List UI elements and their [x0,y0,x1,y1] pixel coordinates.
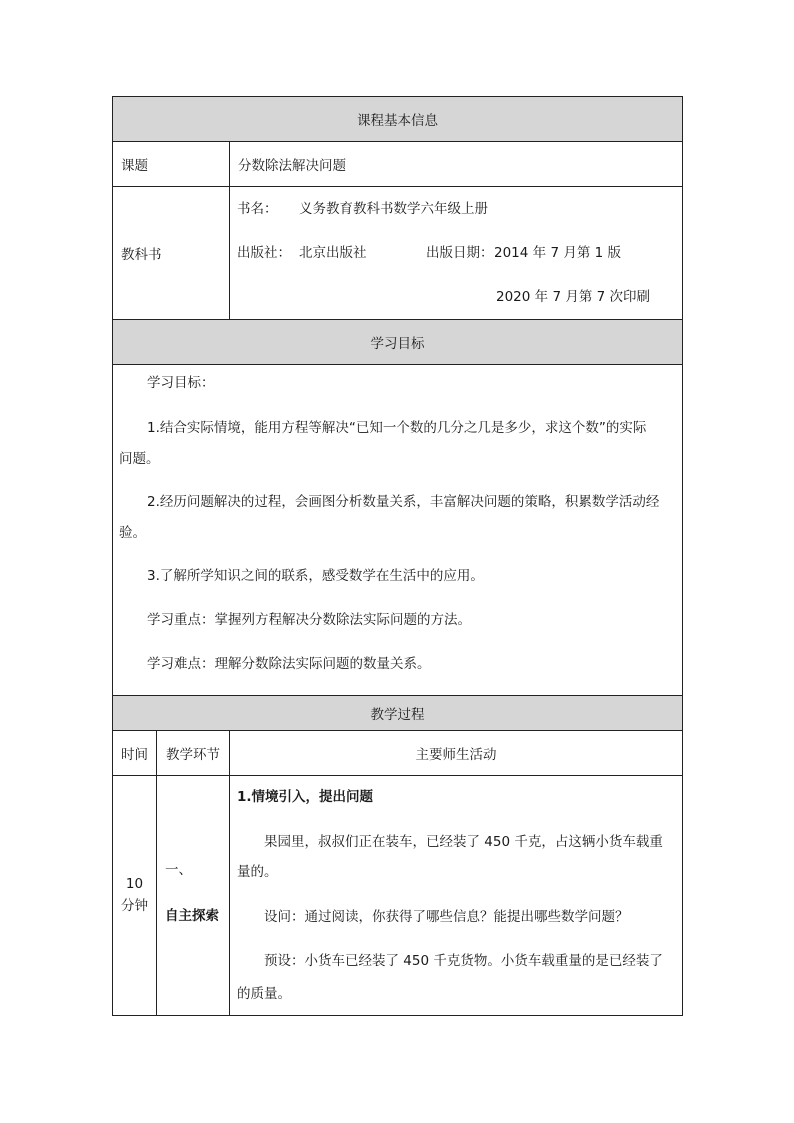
publisher-label: 出版社： [237,245,291,261]
course-info-title: 课程基本信息 [357,113,438,129]
col-time-label: 时间 [121,747,148,763]
teaching-process-title: 教学过程 [370,707,425,723]
activity-para3-line2: 的质量。 [237,986,291,1002]
col-header-activity [230,731,683,776]
course-info-header [113,97,683,142]
activity-para3-line1: 预设：小货车已经装了 450 千克货物。小货车载重量的是已经装了 [264,953,663,969]
topic-label: 课题 [121,158,148,174]
textbook-label-cell [113,187,230,320]
book-name-label: 书名： [237,201,278,217]
book-name-value: 义务教育教科书数学六年级上册 [299,201,488,217]
goal-2-line-2: 验。 [119,525,146,541]
goal-1-line-2: 问题。 [119,451,160,467]
topic-value-cell [230,142,683,187]
col-header-stage [157,731,230,776]
activity-cell [230,776,683,1016]
goal-2-line-1: 2.经历问题解决的过程，会画图分析数量关系，丰富解决问题的策略，积累数学活动经 [147,494,660,510]
activity-para1-line2: 量的。 [237,864,278,880]
publisher-value: 北京出版社 [299,245,367,261]
textbook-label: 教科书 [121,247,162,263]
lesson-plan-table [112,96,683,1016]
publish-date-label: 出版日期： [426,245,494,261]
activity-para2: 设问：通过阅读，你获得了哪些信息？能提出哪些数学问题？ [264,909,629,925]
goal-3: 3.了解所学知识之间的联系，感受数学在生活中的应用。 [147,568,484,584]
topic-value: 分数除法解决问题 [238,158,346,174]
time-unit: 分钟 [121,897,148,914]
time-number: 10 [125,875,144,892]
col-stage-label: 教学环节 [166,747,220,763]
difficulty-point: 学习难点：理解分数除法实际问题的数量关系。 [147,656,431,672]
textbook-details-cell [230,187,683,320]
stage-cell [157,776,230,1016]
teaching-process-header [113,696,683,731]
topic-label-cell [113,142,230,187]
stage-name: 自主探索 [165,908,219,924]
learning-goals-header [113,320,683,365]
col-header-time [113,731,157,776]
print-edition-value: 2020 年 7 月第 7 次印刷 [496,289,650,305]
time-cell [113,776,157,1016]
learning-goals-body [113,365,683,696]
activity-para1-line1: 果园里，叔叔们正在装车，已经装了 450 千克，占这辆小货车载重 [264,834,663,850]
col-activity-label: 主要师生活动 [415,747,497,763]
publish-date-value: 2014 年 7 月第 1 版 [494,245,621,261]
activity-heading: 1.情境引入，提出问题 [237,789,374,805]
key-point: 学习重点：掌握列方程解决分数除法实际问题的方法。 [147,612,471,628]
goals-intro: 学习目标： [147,375,215,391]
stage-number: 一、 [165,862,192,878]
goal-1-line-1: 1.结合实际情境，能用方程等解决“已知一个数的几分之几是多少，求这个数”的实际 [147,420,647,436]
learning-goals-title: 学习目标 [370,336,425,352]
